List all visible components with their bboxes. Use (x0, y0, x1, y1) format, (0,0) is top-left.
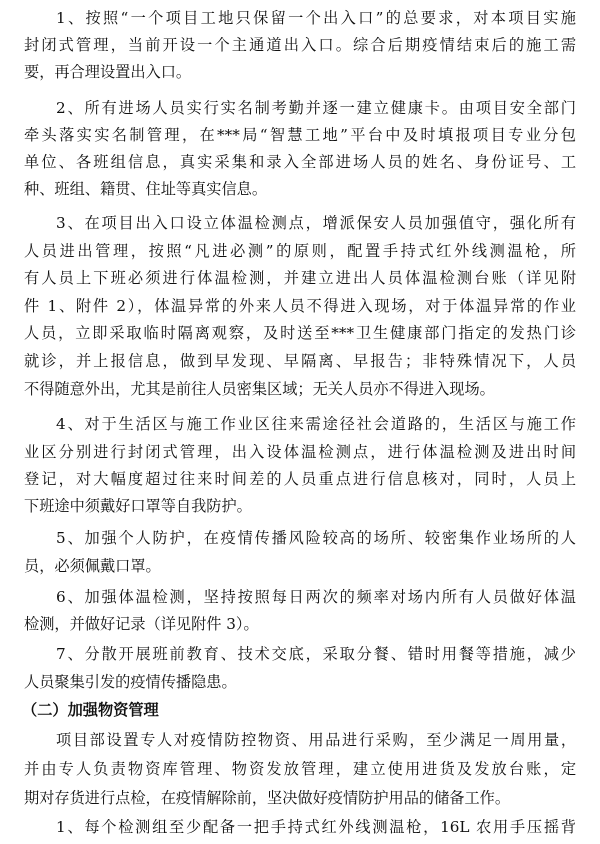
paragraph-3-line-5: 人员，立即采取临时隔离观察，及时送至***卫生健康部门指定的发热门诊 (24, 324, 576, 342)
section-heading: （二）加强物资管理 (22, 701, 159, 719)
paragraph-6-line-2: 检测，并做好记录（详见附件 3）。 (24, 615, 259, 633)
section-paragraph-1-line-1: 项目部设置专人对疫情防控物资、用品进行采购，至少满足一周用量， (56, 731, 576, 749)
paragraph-2-line-2: 牵头落实实名制管理，在***局“智慧工地”平台中及时填报项目专业分包 (24, 126, 576, 144)
section-paragraph-1-line-3: 期对存货进行点检，在疫情解除前，坚决做好疫情防护用品的储备工作。 (24, 789, 510, 807)
section-paragraph-2-line-1: 1、每个检测组至少配备一把手持式红外线测温枪，16L 农用手压摇背 (56, 818, 576, 836)
paragraph-2-line-3: 单位、各班组信息，真实采集和录入全部进场人员的姓名、身份证号、工 (24, 153, 576, 171)
paragraph-3-line-1: 3、在项目出入口设立体温检测点，增派保安人员加强值守，强化所有 (56, 214, 576, 232)
paragraph-3-line-2: 人员进出管理，按照“凡进必测”的原则，配置手持式红外线测温枪，所 (24, 242, 576, 260)
paragraph-5-line-2: 员，必须佩戴口罩。 (24, 557, 161, 575)
paragraph-3-line-3: 有人员上下班必须进行体温检测，并建立进出人员体温检测台账（详见附 (24, 269, 576, 287)
paragraph-4-line-4: 下班途中须戴好口罩等自我防护。 (24, 497, 252, 515)
paragraph-1-line-2: 封闭式管理，当前开设一个主通道出入口。综合后期疫情结束后的施工需 (24, 36, 576, 54)
paragraph-2-line-1: 2、所有进场人员实行实名制考勤并逐一建立健康卡。由项目安全部门 (56, 99, 576, 117)
paragraph-2-line-4: 种、班组、籍贯、住址等真实信息。 (24, 180, 267, 198)
paragraph-4-line-2: 业区分别进行封闭式管理，出入设体温检测点，进行体温检测及进出时间 (24, 443, 576, 461)
paragraph-7-line-1: 7、分散开展班前教育、技术交底，采取分餐、错时用餐等措施，减少 (56, 645, 576, 663)
paragraph-3-line-7: 不得随意外出，尤其是前往人员密集区域；无关人员亦不得进入现场。 (24, 380, 495, 398)
paragraph-7-line-2: 人员聚集引发的疫情传播隐患。 (24, 673, 237, 691)
section-paragraph-1-line-2: 并由专人负责物资库管理、物资发放管理，建立使用进货及发放台账，定 (24, 760, 576, 778)
paragraph-4-line-1: 4、对于生活区与施工作业区往来需途径社会道路的，生活区与施工作 (56, 415, 576, 433)
paragraph-1-line-3: 要，再合理设置出入口。 (24, 63, 192, 81)
paragraph-4-line-3: 登记，对大幅度超过往来时间差的人员重点进行信息核对，同时，人员上 (24, 470, 576, 488)
paragraph-6-line-1: 6、加强体温检测，坚持按照每日两次的频率对场内所有人员做好体温 (56, 588, 576, 606)
paragraph-3-line-6: 就诊，并上报信息，做到早发现、早隔离、早报告；非特殊情况下，人员 (24, 352, 576, 370)
paragraph-5-line-1: 5、加强个人防护，在疫情传播风险较高的场所、较密集作业场所的人 (56, 529, 576, 547)
paragraph-1-line-1: 1、按照“一个项目工地只保留一个出入口”的总要求，对本项目实施 (56, 9, 576, 27)
paragraph-3-line-4: 件 1、附件 2），体温异常的外来人员不得进入现场，对于体温异常的作业 (24, 297, 576, 315)
